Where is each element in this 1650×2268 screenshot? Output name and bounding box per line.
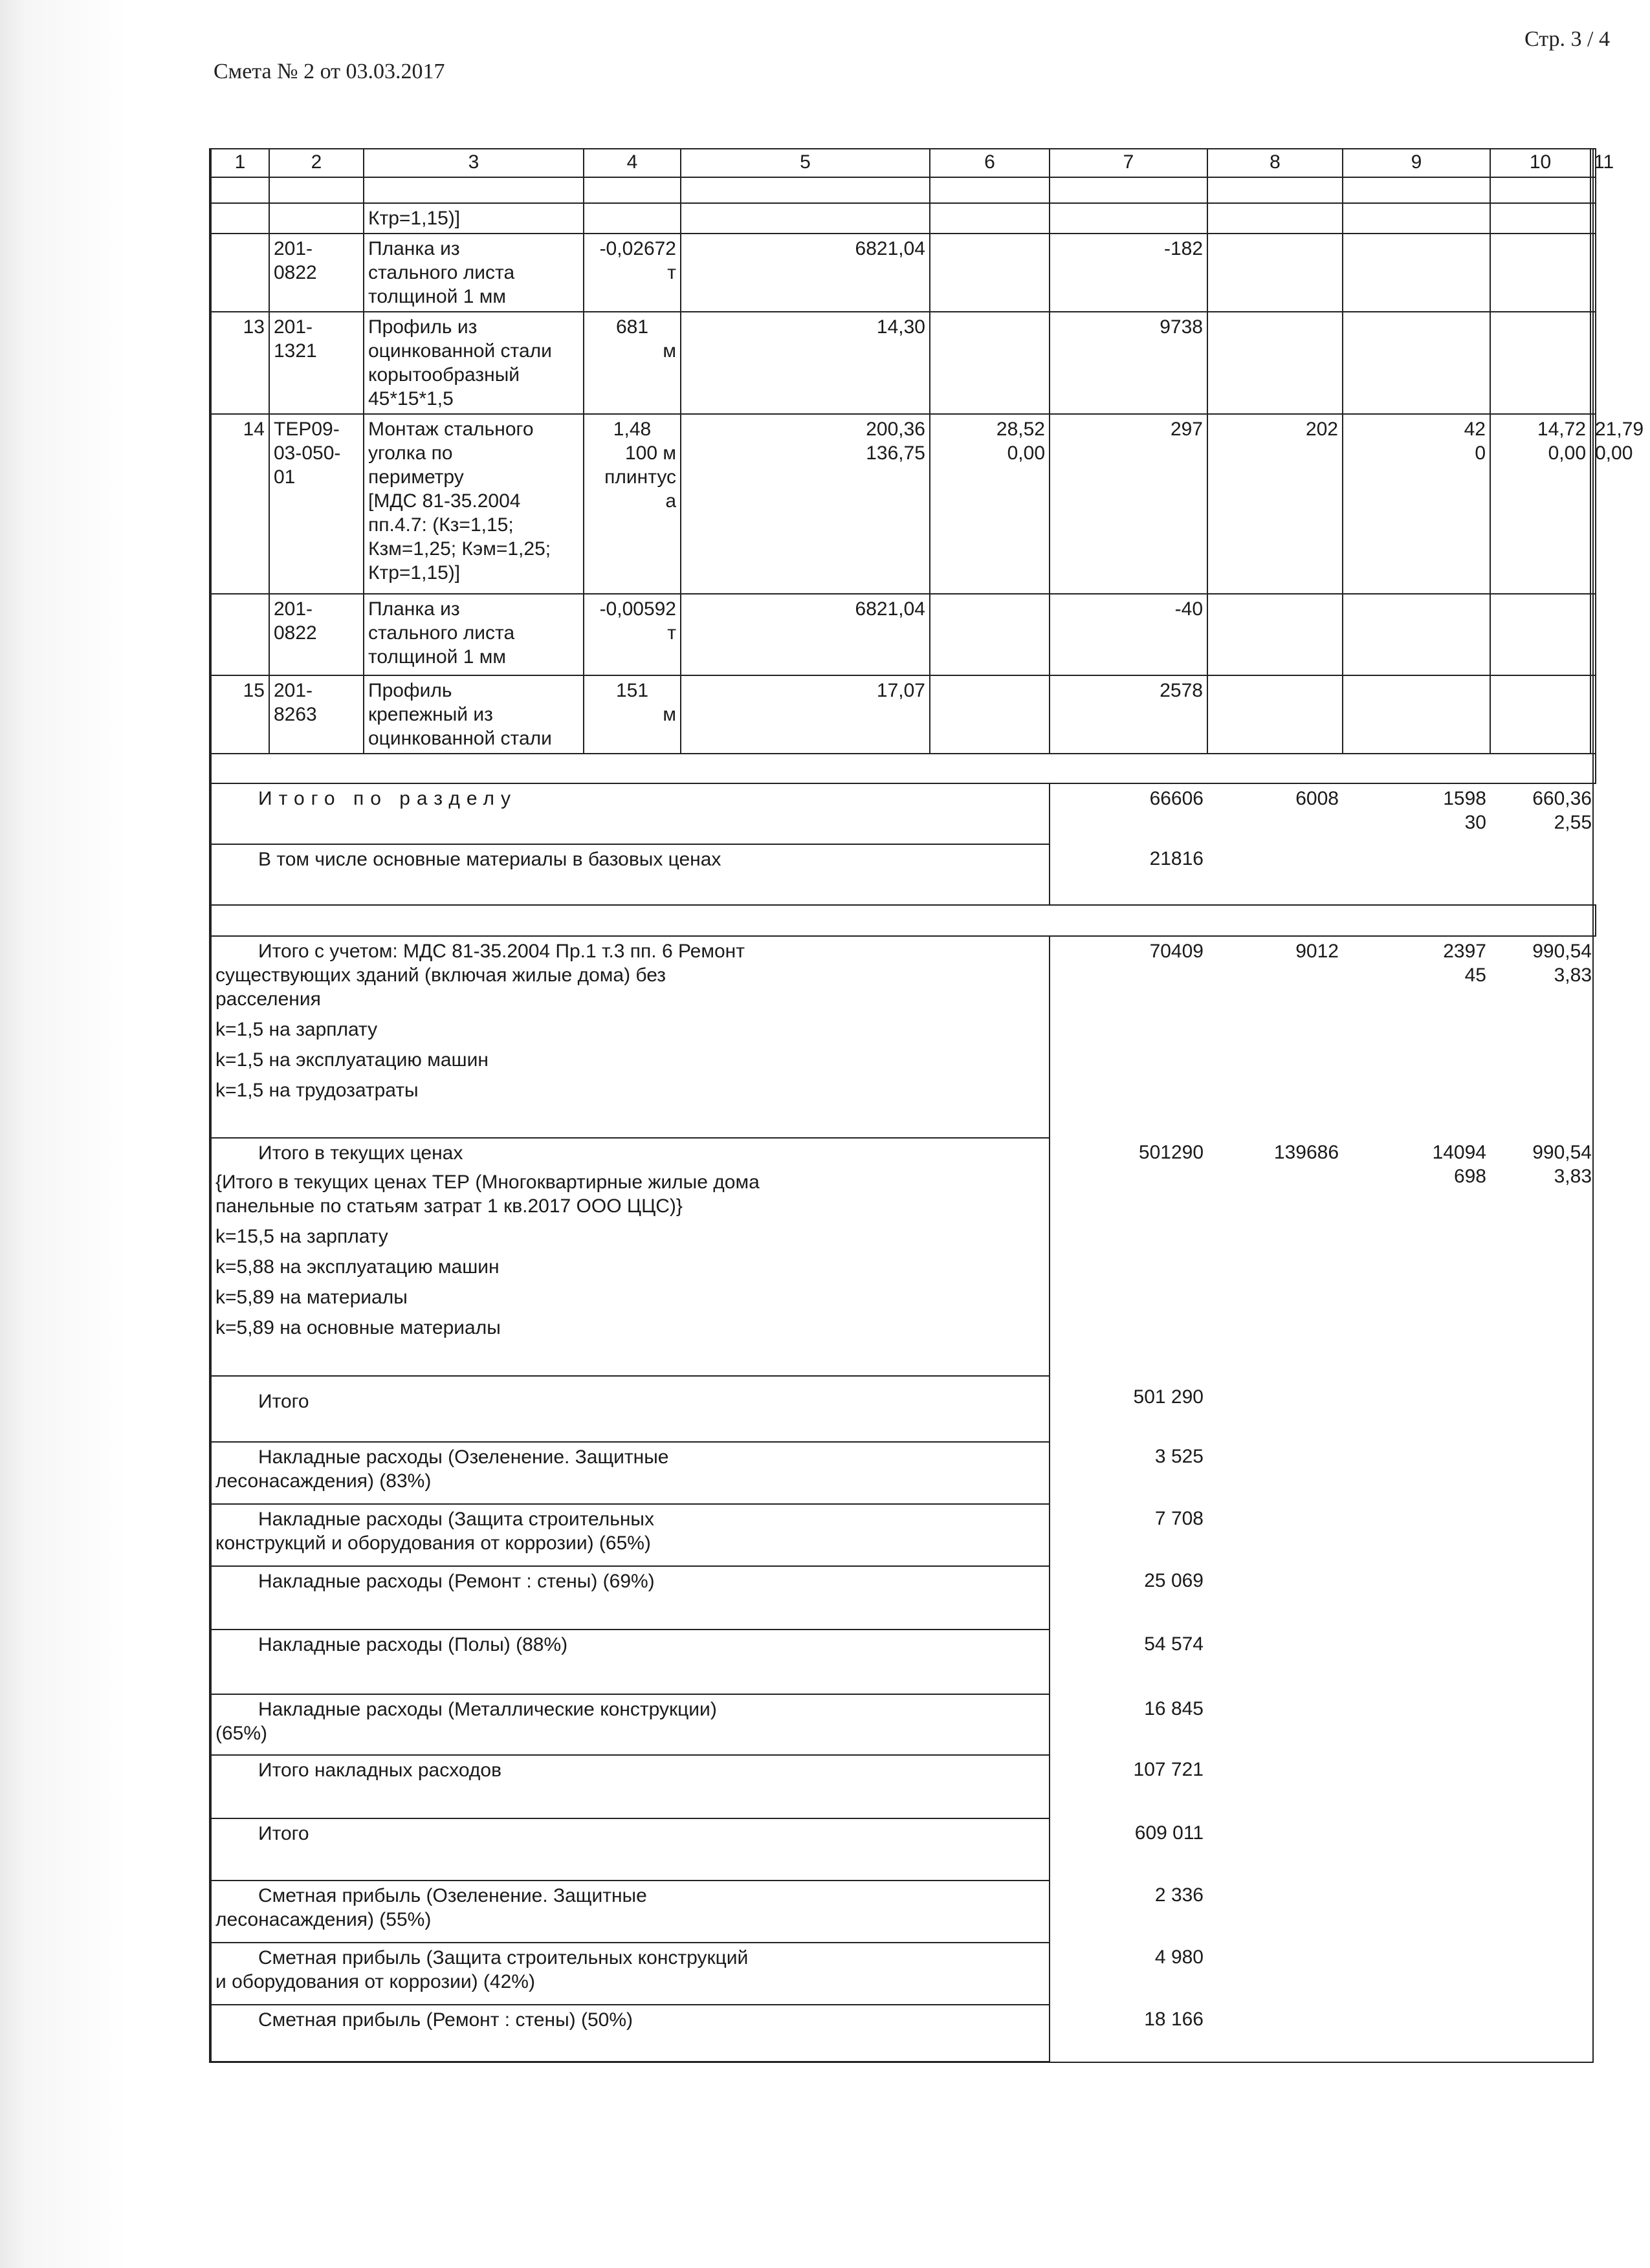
- summary-c7: 54 574: [1144, 1633, 1204, 1655]
- summary-label: Сметная прибыль (Озеленение. Защитные лесонасаждения) (55%): [211, 1881, 1050, 1943]
- cell-num: 15: [211, 675, 269, 754]
- summary-label: Накладные расходы (Защита строительных конструкций и оборудования от коррозии) (65%): [211, 1504, 1050, 1566]
- summary-c9: 2397 45: [1443, 941, 1486, 986]
- cell-total: 297: [1050, 414, 1207, 594]
- summary-row: [211, 1566, 1596, 1630]
- summary-row: [211, 1694, 1596, 1755]
- table-row: [211, 594, 1596, 675]
- col-num: 3: [364, 149, 584, 177]
- summary-c7: 18 166: [1144, 2009, 1204, 2030]
- cell-price: 14,30: [681, 312, 930, 414]
- cell-price: 6821,04: [681, 234, 930, 312]
- summary-c7: 70409: [1149, 941, 1204, 962]
- summary-c7: 16 845: [1144, 1698, 1204, 1719]
- col-num: 10: [1490, 149, 1590, 177]
- estimate-table: [210, 148, 1644, 2062]
- cell-price: 6821,04: [681, 594, 930, 675]
- summary-c7: 609 011: [1134, 1822, 1204, 1844]
- summary-c7: 66606: [1149, 788, 1204, 809]
- cell-num: 13: [211, 312, 269, 414]
- cell-code: 201- 0822: [269, 594, 364, 675]
- summary-c9: 1598 30: [1443, 788, 1486, 833]
- col-num: 2: [269, 149, 364, 177]
- summary-row: [211, 2005, 1596, 2062]
- page-number: Стр. 3 / 4: [1524, 27, 1610, 51]
- cell-qty: 151 м: [584, 675, 681, 754]
- table-row: [211, 414, 1596, 594]
- summary-label: Итого: [211, 1818, 1050, 1881]
- estimate-table-frame: [209, 148, 1644, 2063]
- summary-c8: 6008: [1295, 788, 1339, 809]
- summary-label: Итого по разделу: [211, 783, 1050, 844]
- table-row: [211, 312, 1596, 414]
- summary-label: Итого: [211, 1376, 1050, 1442]
- summary-c7: 21816: [1149, 848, 1204, 869]
- cell-code: 201- 8263: [269, 675, 364, 754]
- summary-row: [211, 936, 1596, 1138]
- summary-row: [211, 1630, 1596, 1694]
- cell-name: Профиль крепежный из оцинкованной стали: [364, 675, 584, 754]
- summary-row: [211, 1755, 1596, 1818]
- col-num: 8: [1207, 149, 1343, 177]
- cell-name: Планка из стального листа толщиной 1 мм: [364, 234, 584, 312]
- summary-label: Сметная прибыль (Ремонт : стены) (50%): [211, 2005, 1050, 2062]
- summary-c8: 9012: [1295, 941, 1339, 962]
- cell-qty: 681 м: [584, 312, 681, 414]
- summary-label: Накладные расходы (Металлические конструкции) (65%): [211, 1694, 1050, 1755]
- cell-total: 2578: [1050, 675, 1207, 754]
- table-row: [211, 234, 1596, 312]
- blank-row: [211, 905, 1596, 936]
- summary-row: [211, 1943, 1596, 2005]
- summary-row: [211, 1138, 1596, 1376]
- col-num: 11: [1590, 149, 1596, 177]
- cell-total: 9738: [1050, 312, 1207, 414]
- cell-code: ТЕР09- 03-050- 01: [269, 414, 364, 594]
- column-number-row: [211, 149, 1596, 177]
- blank-row: [211, 754, 1596, 783]
- cell-c6: 28,52 0,00: [930, 414, 1050, 594]
- summary-label: Итого накладных расходов: [211, 1755, 1050, 1818]
- summary-c7: 501 290: [1133, 1386, 1204, 1408]
- cell-c10: 14,72 0,00: [1490, 414, 1590, 594]
- col-num: 1: [211, 149, 269, 177]
- cell-name: Монтаж стального уголка по периметру [МДС 81-35.2004 пп.4.7: (Кз=1,15; Кзм=1,25; Кэм=1,25; Ктр=1,15)]: [364, 414, 584, 594]
- summary-row: [211, 1504, 1596, 1566]
- summary-c7: 2 336: [1154, 1884, 1204, 1906]
- cell-qty: -0,02672 т: [584, 234, 681, 312]
- summary-c7: 107 721: [1133, 1759, 1204, 1780]
- summary-label: Итого с учетом: МДС 81-35.2004 Пр.1 т.3 пп. 6 Ремонт существующих зданий (включая жилые дома) без расселения k=1,5 на зарплату k=1,5 на эксплуатацию машин k=1,5 на трудозатраты: [211, 936, 1050, 1138]
- summary-label: Накладные расходы (Полы) (88%): [211, 1630, 1050, 1694]
- cell-qty: 1,48 100 м плинтус а: [584, 414, 681, 594]
- summary-row: [211, 1442, 1596, 1504]
- cell-price: 17,07: [681, 675, 930, 754]
- col-num: 7: [1050, 149, 1207, 177]
- page-scan-shadow: [0, 0, 129, 2268]
- summary-row: [211, 1818, 1596, 1881]
- summary-label: Сметная прибыль (Защита строительных конструкций и оборудования от коррозии) (42%): [211, 1943, 1050, 2005]
- cell-c11: 21,79 0,00: [1590, 414, 1596, 594]
- col-num: 5: [681, 149, 930, 177]
- col-num: 4: [584, 149, 681, 177]
- summary-label: Накладные расходы (Ремонт : стены) (69%): [211, 1566, 1050, 1630]
- summary-c7: 501290: [1138, 1142, 1204, 1163]
- cell-c8: 202: [1207, 414, 1343, 594]
- col-num: 9: [1343, 149, 1490, 177]
- summary-c7: 25 069: [1144, 1570, 1204, 1591]
- cell-total: -40: [1050, 594, 1207, 675]
- summary-c9: 14094 698: [1432, 1142, 1486, 1187]
- summary-label: В том числе основные материалы в базовых ценах: [211, 844, 1050, 905]
- cell-c9: 42 0: [1343, 414, 1490, 594]
- summary-row: [211, 1881, 1596, 1943]
- summary-c8: 139686: [1273, 1142, 1339, 1163]
- summary-label: Накладные расходы (Озеленение. Защитные лесонасаждения) (83%): [211, 1442, 1050, 1504]
- summary-c7: 4 980: [1154, 1946, 1204, 1968]
- cell-name: Ктр=1,15)]: [364, 203, 584, 234]
- summary-c7: 7 708: [1154, 1508, 1204, 1529]
- summary-row: [211, 844, 1596, 905]
- cell-code: 201- 1321: [269, 312, 364, 414]
- summary-row: [211, 1376, 1596, 1442]
- cell-name: Планка из стального листа толщиной 1 мм: [364, 594, 584, 675]
- cell-price: 200,36 136,75: [681, 414, 930, 594]
- col-num: 6: [930, 149, 1050, 177]
- summary-c11: 660,36 2,55: [1532, 788, 1592, 833]
- blank-row: [211, 177, 1596, 203]
- cell-code: 201- 0822: [269, 234, 364, 312]
- summary-c11: 990,54 3,83: [1532, 1142, 1592, 1187]
- summary-label: Итого в текущих ценах {Итого в текущих ценах ТЕР (Многоквартирные жилые дома панельные по статьям затрат 1 кв.2017 ООО ЦЦС)} k=15,5 на зарплату k=5,88 на эксплуатацию машин k=5,89 на материалы k=5,89 на основные материалы: [211, 1138, 1050, 1376]
- summary-row: [211, 783, 1596, 844]
- table-row: [211, 675, 1596, 754]
- document-title: Смета № 2 от 03.03.2017: [214, 60, 445, 83]
- cell-name: Профиль из оцинкованной стали корытообразный 45*15*1,5: [364, 312, 584, 414]
- cell-num: 14: [211, 414, 269, 594]
- table-row: [211, 203, 1596, 234]
- cell-total: -182: [1050, 234, 1207, 312]
- summary-c11: 990,54 3,83: [1532, 941, 1592, 986]
- summary-c7: 3 525: [1154, 1446, 1204, 1467]
- cell-qty: -0,00592 т: [584, 594, 681, 675]
